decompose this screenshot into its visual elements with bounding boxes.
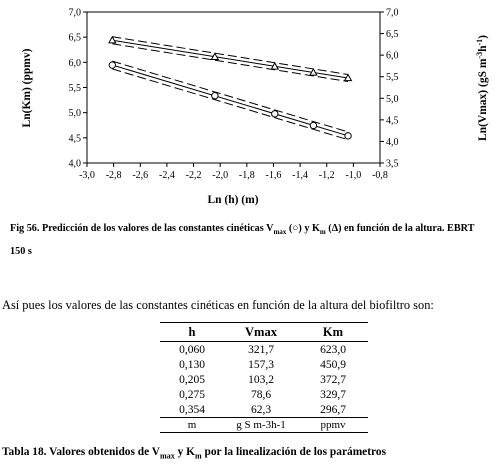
left-y-tick-label: 7,0	[68, 7, 81, 19]
right-y-tick-label: 3,5	[386, 158, 399, 170]
x-tick-label: -2,6	[132, 170, 149, 181]
left-y-tick-label: 5,0	[68, 108, 81, 120]
vmax-data-point	[272, 111, 278, 117]
data-points	[109, 37, 352, 139]
table-cell: 0,205	[179, 373, 205, 386]
left-y-tick-label: 6,0	[68, 57, 81, 69]
vmax-data-point	[310, 122, 316, 128]
vmax-data-point	[212, 92, 218, 98]
col-header-h: h	[160, 323, 224, 342]
table-cell: 321,7	[248, 343, 274, 356]
table-cell: 329,7	[320, 388, 346, 401]
table-unit-cell: g S m-3h-1	[224, 418, 298, 433]
table-cell: 0,275	[179, 388, 205, 401]
table-cell: 103,2	[248, 373, 274, 386]
right-y-tick-label: 4,0	[386, 136, 399, 148]
left-y-tick-label: 4,5	[68, 133, 81, 145]
table-cell: 78,6	[250, 388, 272, 401]
vmax-data-point	[345, 133, 351, 139]
table-unit-cell: ppmv	[298, 418, 368, 433]
x-tick-label: -1,8	[238, 170, 255, 181]
left-y-tick-label: 4,0	[68, 158, 81, 170]
table-row	[160, 357, 368, 372]
table-row	[160, 342, 368, 358]
right-y-tick-label: 7,0	[386, 7, 399, 19]
right-y-axis-label: Ln(Vmax) (gS $m^{-3}h^{-1}$)	[475, 34, 489, 142]
left-y-tick-label: 5,5	[68, 83, 81, 94]
table-unit-cell: m	[160, 418, 224, 433]
col-header-km: Km	[298, 323, 368, 342]
x-tick-label: -1,2	[318, 170, 335, 181]
body-paragraph: Así pues los valores de las constantes cinéticas en función de la altura del biofiltro son:	[2, 298, 434, 312]
right-y-tick-label: 5,0	[386, 93, 399, 105]
right-y-tick-label: 4,5	[386, 115, 399, 127]
right-y-tick-label: 6,5	[386, 29, 399, 41]
figure-caption: Fig 56. Predicción de los valores de las constantes cinéticas $V_{max}$ (○) y $K_m$ (Δ) en función de la altura. EBRT 150 s	[10, 223, 475, 258]
x-tick-label: -2,4	[158, 170, 175, 181]
right-y-tick-label: 6,0	[386, 50, 399, 62]
table-cell: 0,060	[179, 343, 205, 356]
km-data-point	[109, 37, 116, 43]
kinetic-constants-table	[160, 322, 368, 433]
table-cell: 0,130	[179, 358, 205, 371]
table-row	[160, 387, 368, 402]
table-cell: 0,354	[160, 402, 224, 418]
left-y-tick-label: 6,5	[68, 32, 81, 44]
x-tick-label: -1,6	[265, 170, 282, 181]
left-y-axis-label: Ln(Km) (ppmv)	[21, 48, 33, 128]
x-tick-label: -1,4	[292, 170, 309, 181]
plot-frame	[87, 12, 380, 163]
table-header-row	[160, 323, 368, 342]
table-cell: 623,0	[320, 343, 346, 356]
x-axis-label: Ln (h) (m)	[207, 194, 259, 206]
table-caption: Tabla 18. Valores obtenidos de $V_{max}$ y $K_m$ por la linealización de los parámetros	[2, 446, 387, 461]
x-tick-label: -2,2	[185, 170, 202, 181]
table-cell: 157,3	[248, 358, 274, 371]
left-y-axis-ticks	[69, 8, 88, 170]
x-tick-label: -0,8	[372, 170, 388, 181]
table-cell: 450,9	[320, 358, 346, 371]
table-row	[160, 372, 368, 387]
x-tick-label: -2,8	[105, 170, 122, 181]
table-units-row	[160, 418, 368, 433]
table-row	[160, 402, 368, 418]
col-header-vmax: Vmax	[224, 323, 298, 342]
table-cell: 372,7	[320, 373, 346, 386]
right-y-axis-ticks	[380, 8, 399, 170]
x-tick-label: -1,0	[345, 170, 362, 181]
confidence-band-line	[112, 37, 348, 75]
kinetic-constants-chart	[0, 0, 500, 216]
x-axis-ticks	[79, 163, 388, 181]
table-cell: 296,7	[298, 402, 368, 418]
vmax-data-point	[109, 62, 115, 68]
table-cell: 62,3	[224, 402, 298, 418]
x-tick-label: -3,0	[79, 170, 95, 181]
x-tick-label: -2,0	[212, 170, 229, 181]
right-y-tick-label: 5,5	[386, 72, 399, 84]
